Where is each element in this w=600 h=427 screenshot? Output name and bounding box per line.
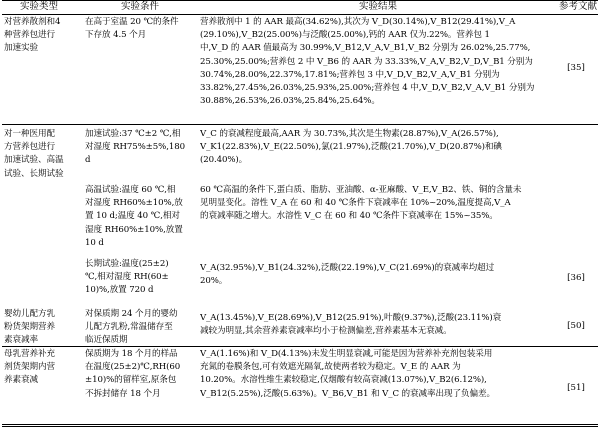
row-condition: 对保质期 24 个月的婴幼 儿配方乳粉,常温储存至 临近保质期 bbox=[85, 309, 178, 346]
row-condition: 保质期为 18 个月的样品 在温度(25±2)℃,RH(60 ±10)%的留样室,原条包 不拆封储存 18 个月 bbox=[85, 349, 181, 399]
row-condition: 在高于室温 20 ℃的条件 下存放 4.5 个月 bbox=[85, 17, 179, 41]
row-result: V_A(13.45%),V_E(28.69%),V_B12(25.91%),叶酸(9.37%),泛酸(23.11%)衰 减较为明显,其余营养素衰减率均小于检测偏差,营养素基本无衰减。 bbox=[200, 313, 502, 337]
row-type: 对一种医用配 方营养包进行 加速试验、高温 试验、长期试验 bbox=[4, 129, 64, 179]
header-rule bbox=[2, 14, 598, 15]
row-result: V_C 的衰减程度最高,AAR 为 30.73%,其次是生物素(28.87%),V_A(26.57%), V_K1(22.83%),V_E(22.50%),氯(21.97%),泛酸(21.70%),V_D(20.87%)和碘 (20.40%)。 bbox=[200, 129, 502, 166]
row-condition: 长期试验:温度(25±2) ℃,相对湿度 RH(60± 10)%,放置 720 d bbox=[85, 259, 169, 296]
header-ref: 参考文献 bbox=[558, 1, 597, 12]
row-result: V_A(32.95%),V_B1(24.32%),泛酸(22.19%),V_C(21.69%)的衰减率均超过 20%。 bbox=[200, 263, 495, 287]
row-result: 营养散剂中 1 的 AAR 最高(34.62%),其次为 V_D(30.14%),V_B12(29.41%),V_A (29.10%),V_B2(25.00%)与泛酸(25.00%),钙的 AAR 仅为.22%。营养包 1 中,V_D 的 AAR 值最高为 30.99%,V_B12,V_A,V_B1,V_B2 分别为 26.02%,25.77%, 25.30%,25.00%;营养包 2 中 V_B6 的 AAR 为 33.33%,V_A,V_B2,V_D,V_B1 分别为 30.74%,28.00%,22.37%,17.81%;营养包 3 中,V_D,V_B2,V_A,V_B1 分别为 33.82%,27.45%,26.03%,25.93%,25.00%;营养包 4 中,V_D,V_B2,V_A,V_B1 分别为 30.88%,26.53%,26.03%,25.84%,25.64%。 bbox=[200, 17, 535, 107]
header-result: 实验结果 bbox=[358, 1, 397, 12]
row-type: 母乳营养补充 剂货架期内营 养素衰减 bbox=[4, 349, 55, 386]
header-condition: 实验条件 bbox=[120, 1, 159, 12]
row-type: 对营养散剂和4 种营养包进行 加速实验 bbox=[4, 17, 61, 54]
header-type: 实验类型 bbox=[19, 1, 58, 12]
row-condition: 加速试验:37 ℃±2 ℃,相 对湿度 RH75%±5%,180 d bbox=[85, 129, 185, 166]
row-ref: [50] bbox=[567, 321, 585, 331]
row-type: 婴幼儿配方乳 粉货架期营养 素衰减率 bbox=[4, 309, 55, 346]
row-divider bbox=[2, 124, 598, 125]
row-ref: [51] bbox=[567, 383, 585, 393]
row-ref: [35] bbox=[567, 63, 585, 73]
bottom-rule bbox=[2, 424, 598, 425]
row-condition: 高温试验:温度 60 ℃,相 对湿度 RH60%±10%,放 置 10 d;温度 40 ℃,相对 湿度 RH60%±10%,放置 10 d bbox=[85, 185, 183, 248]
row-ref: [36] bbox=[567, 273, 585, 283]
row-result: V_A(1.16%)和 V_D(4.13%)未发生明显衰减,可能是因为营养补充剂包装采用 充氮的卷膜条包,可有效遮光隔氧,故使两者较为稳定。V_E 的 AAR 为 10.20%。水溶性维生素较稳定,仅烟酸有较高衰减(13.07%),V_B2(6.12%), V_B12(5.25%),泛酸(5.63%)。V_B6,V_B1 和 V_C 的衰减率出现了负偏差。 bbox=[200, 349, 495, 399]
row-result: 60 ℃高温的条件下,蛋白质、脂肪、亚油酸、α-亚麻酸、V_E,V_B2、铁、铜的含量未 见明显变化。溶性 V_A 在 60 和 40 ℃条件下衰减率在 10%~20%,温度提高,V_A 的衰减率随之增大。水溶性 V_C 在 60 和 40 ℃条件下衰减率在 15%~35%。 bbox=[200, 185, 522, 222]
